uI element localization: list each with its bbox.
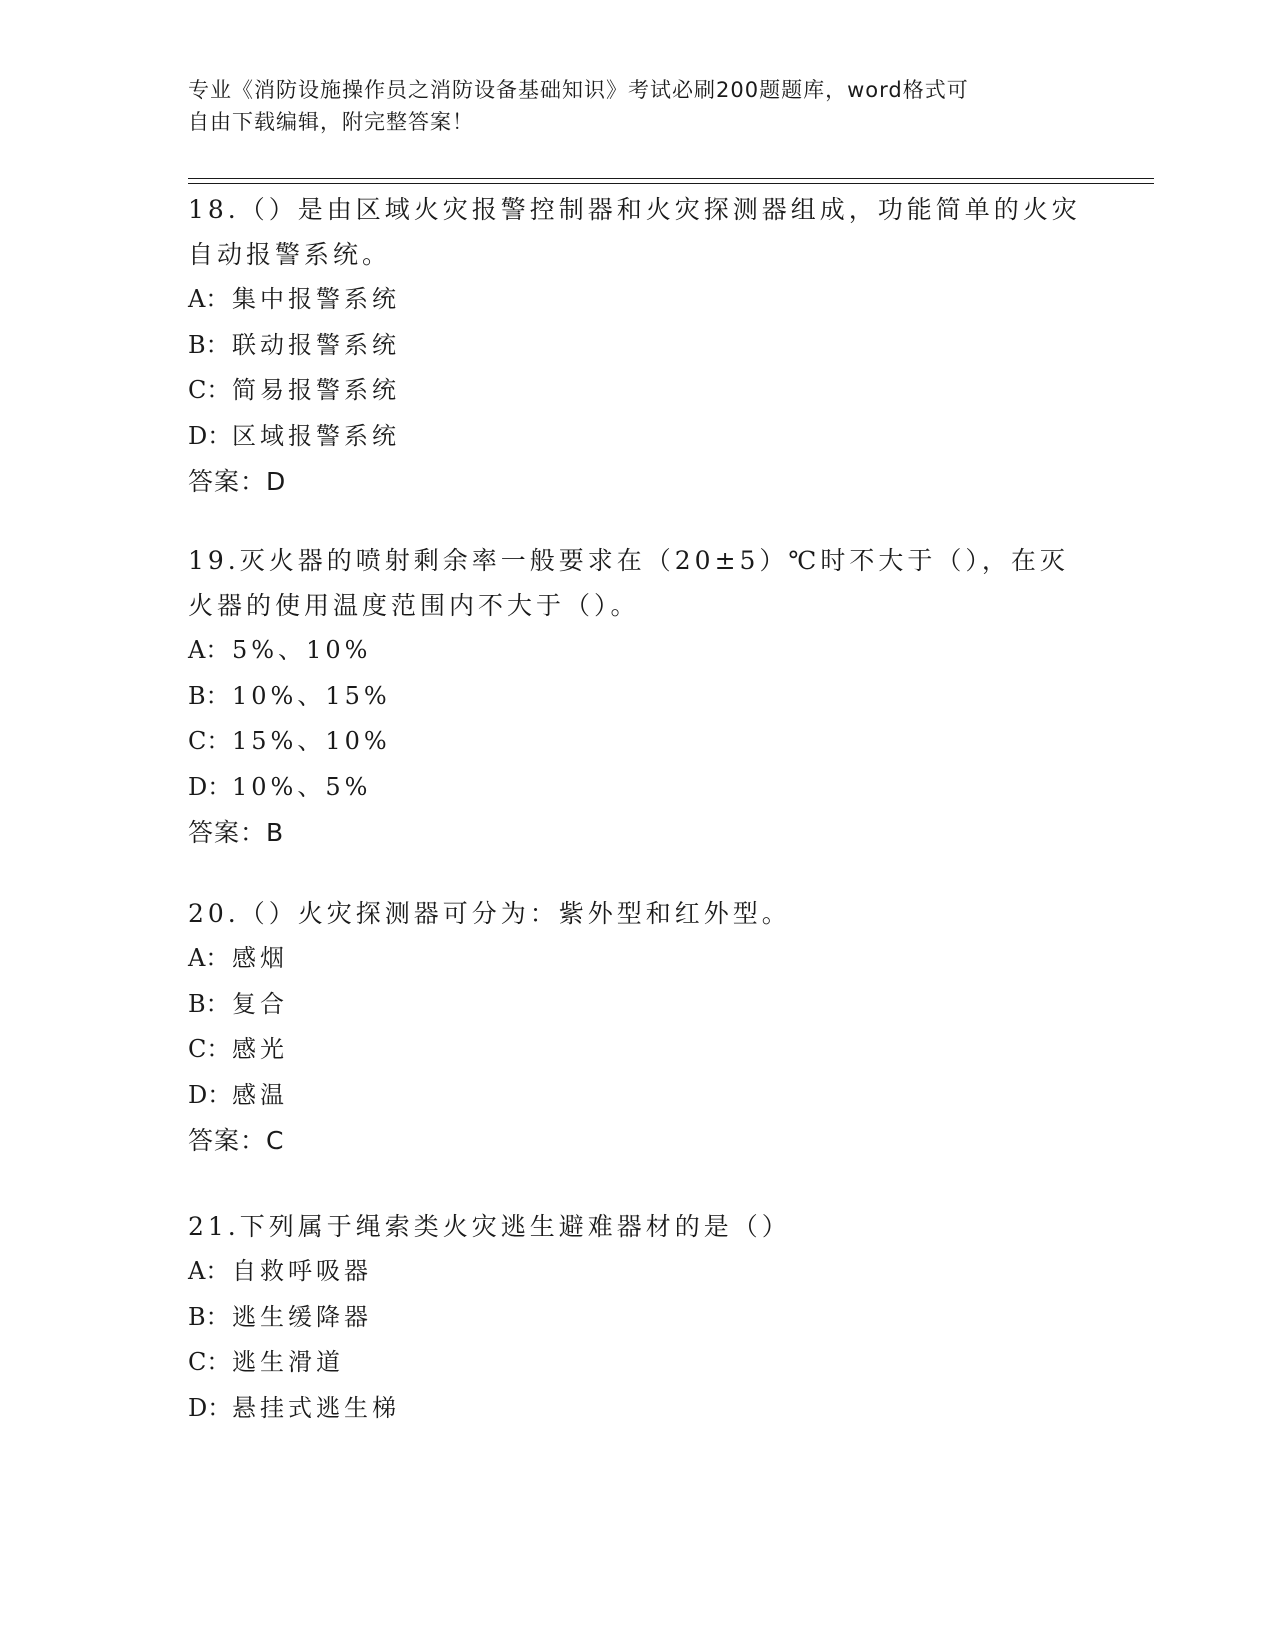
option-key: A： xyxy=(188,285,230,313)
option-key: C： xyxy=(188,1348,231,1376)
option-c xyxy=(188,1340,1088,1386)
option-key: D： xyxy=(188,1393,232,1422)
answer-line: 答案：D xyxy=(188,467,287,496)
option-key: C： xyxy=(188,1035,231,1063)
option-text: 逃生滑道 xyxy=(232,1348,344,1376)
question-stem xyxy=(188,891,1088,936)
option-text: 10%、5% xyxy=(232,772,372,801)
option-d xyxy=(188,1386,1088,1432)
question-20 xyxy=(188,891,1088,1163)
option-text: 区域报警系统 xyxy=(232,421,400,450)
option-text: 感温 xyxy=(232,1080,288,1109)
question-stem xyxy=(188,538,1088,628)
answer-line: 答案：C xyxy=(188,1126,285,1155)
question-stem-line-1: 18.（）是由区域火灾报警控制器和火灾探测器组成，功能简单的火灾 xyxy=(188,195,1081,224)
option-key: A： xyxy=(188,944,230,972)
option-c xyxy=(188,368,1088,414)
question-19 xyxy=(188,538,1088,855)
question-stem-line-2: 火器的使用温度范围内不大于（）。 xyxy=(188,591,640,620)
option-text: 悬挂式逃生梯 xyxy=(232,1393,400,1422)
option-text: 简易报警系统 xyxy=(232,376,400,404)
option-a xyxy=(188,277,1088,323)
option-a xyxy=(188,628,1088,674)
question-18 xyxy=(188,187,1088,504)
option-b xyxy=(188,1295,1088,1341)
option-a xyxy=(188,936,1088,982)
option-key: D： xyxy=(188,772,232,801)
option-b xyxy=(188,323,1088,369)
option-text: 逃生缓降器 xyxy=(232,1302,372,1331)
option-b xyxy=(188,674,1088,720)
document-header xyxy=(188,74,1068,138)
header-divider-top xyxy=(188,178,1154,179)
option-d xyxy=(188,414,1088,460)
option-c xyxy=(188,719,1088,765)
option-key: B： xyxy=(188,330,230,359)
option-c xyxy=(188,1027,1088,1073)
option-key: B： xyxy=(188,989,230,1018)
question-stem xyxy=(188,1204,1088,1249)
header-line-1: 专业《消防设施操作员之消防设备基础知识》考试必刷200题题库，word格式可 xyxy=(188,78,969,102)
option-a xyxy=(188,1249,1088,1295)
option-text: 5%、10% xyxy=(232,636,372,664)
question-stem xyxy=(188,187,1088,277)
option-b xyxy=(188,982,1088,1028)
option-text: 集中报警系统 xyxy=(232,285,400,313)
answer-line: 答案：B xyxy=(188,818,285,847)
question-stem-line-1: 19.灭火器的喷射剩余率一般要求在（20±5）℃时不大于（），在灭 xyxy=(188,546,1069,575)
option-key: D： xyxy=(188,1080,232,1109)
option-text: 复合 xyxy=(232,989,288,1018)
option-key: B： xyxy=(188,1302,230,1331)
option-key: B： xyxy=(188,681,230,710)
header-line-2: 自由下载编辑，附完整答案！ xyxy=(188,110,474,134)
question-stem-line-1: 21.下列属于绳索类火灾逃生避难器材的是（） xyxy=(188,1212,791,1241)
option-key: D： xyxy=(188,421,232,450)
option-key: A： xyxy=(188,636,230,664)
option-text: 自救呼吸器 xyxy=(232,1257,372,1285)
option-key: A： xyxy=(188,1257,230,1285)
option-key: C： xyxy=(188,376,231,404)
option-text: 10%、15% xyxy=(232,681,391,710)
option-text: 感烟 xyxy=(232,944,288,972)
header-divider-bottom xyxy=(188,183,1154,184)
option-d xyxy=(188,765,1088,811)
option-text: 联动报警系统 xyxy=(232,330,400,359)
question-stem-line-2: 自动报警系统。 xyxy=(188,240,392,269)
option-text: 15%、10% xyxy=(232,727,391,755)
question-stem-line-1: 20.（）火灾探测器可分为：紫外型和红外型。 xyxy=(188,899,791,928)
option-d xyxy=(188,1073,1088,1119)
question-21 xyxy=(188,1204,1088,1431)
option-key: C： xyxy=(188,727,231,755)
option-text: 感光 xyxy=(232,1035,288,1063)
